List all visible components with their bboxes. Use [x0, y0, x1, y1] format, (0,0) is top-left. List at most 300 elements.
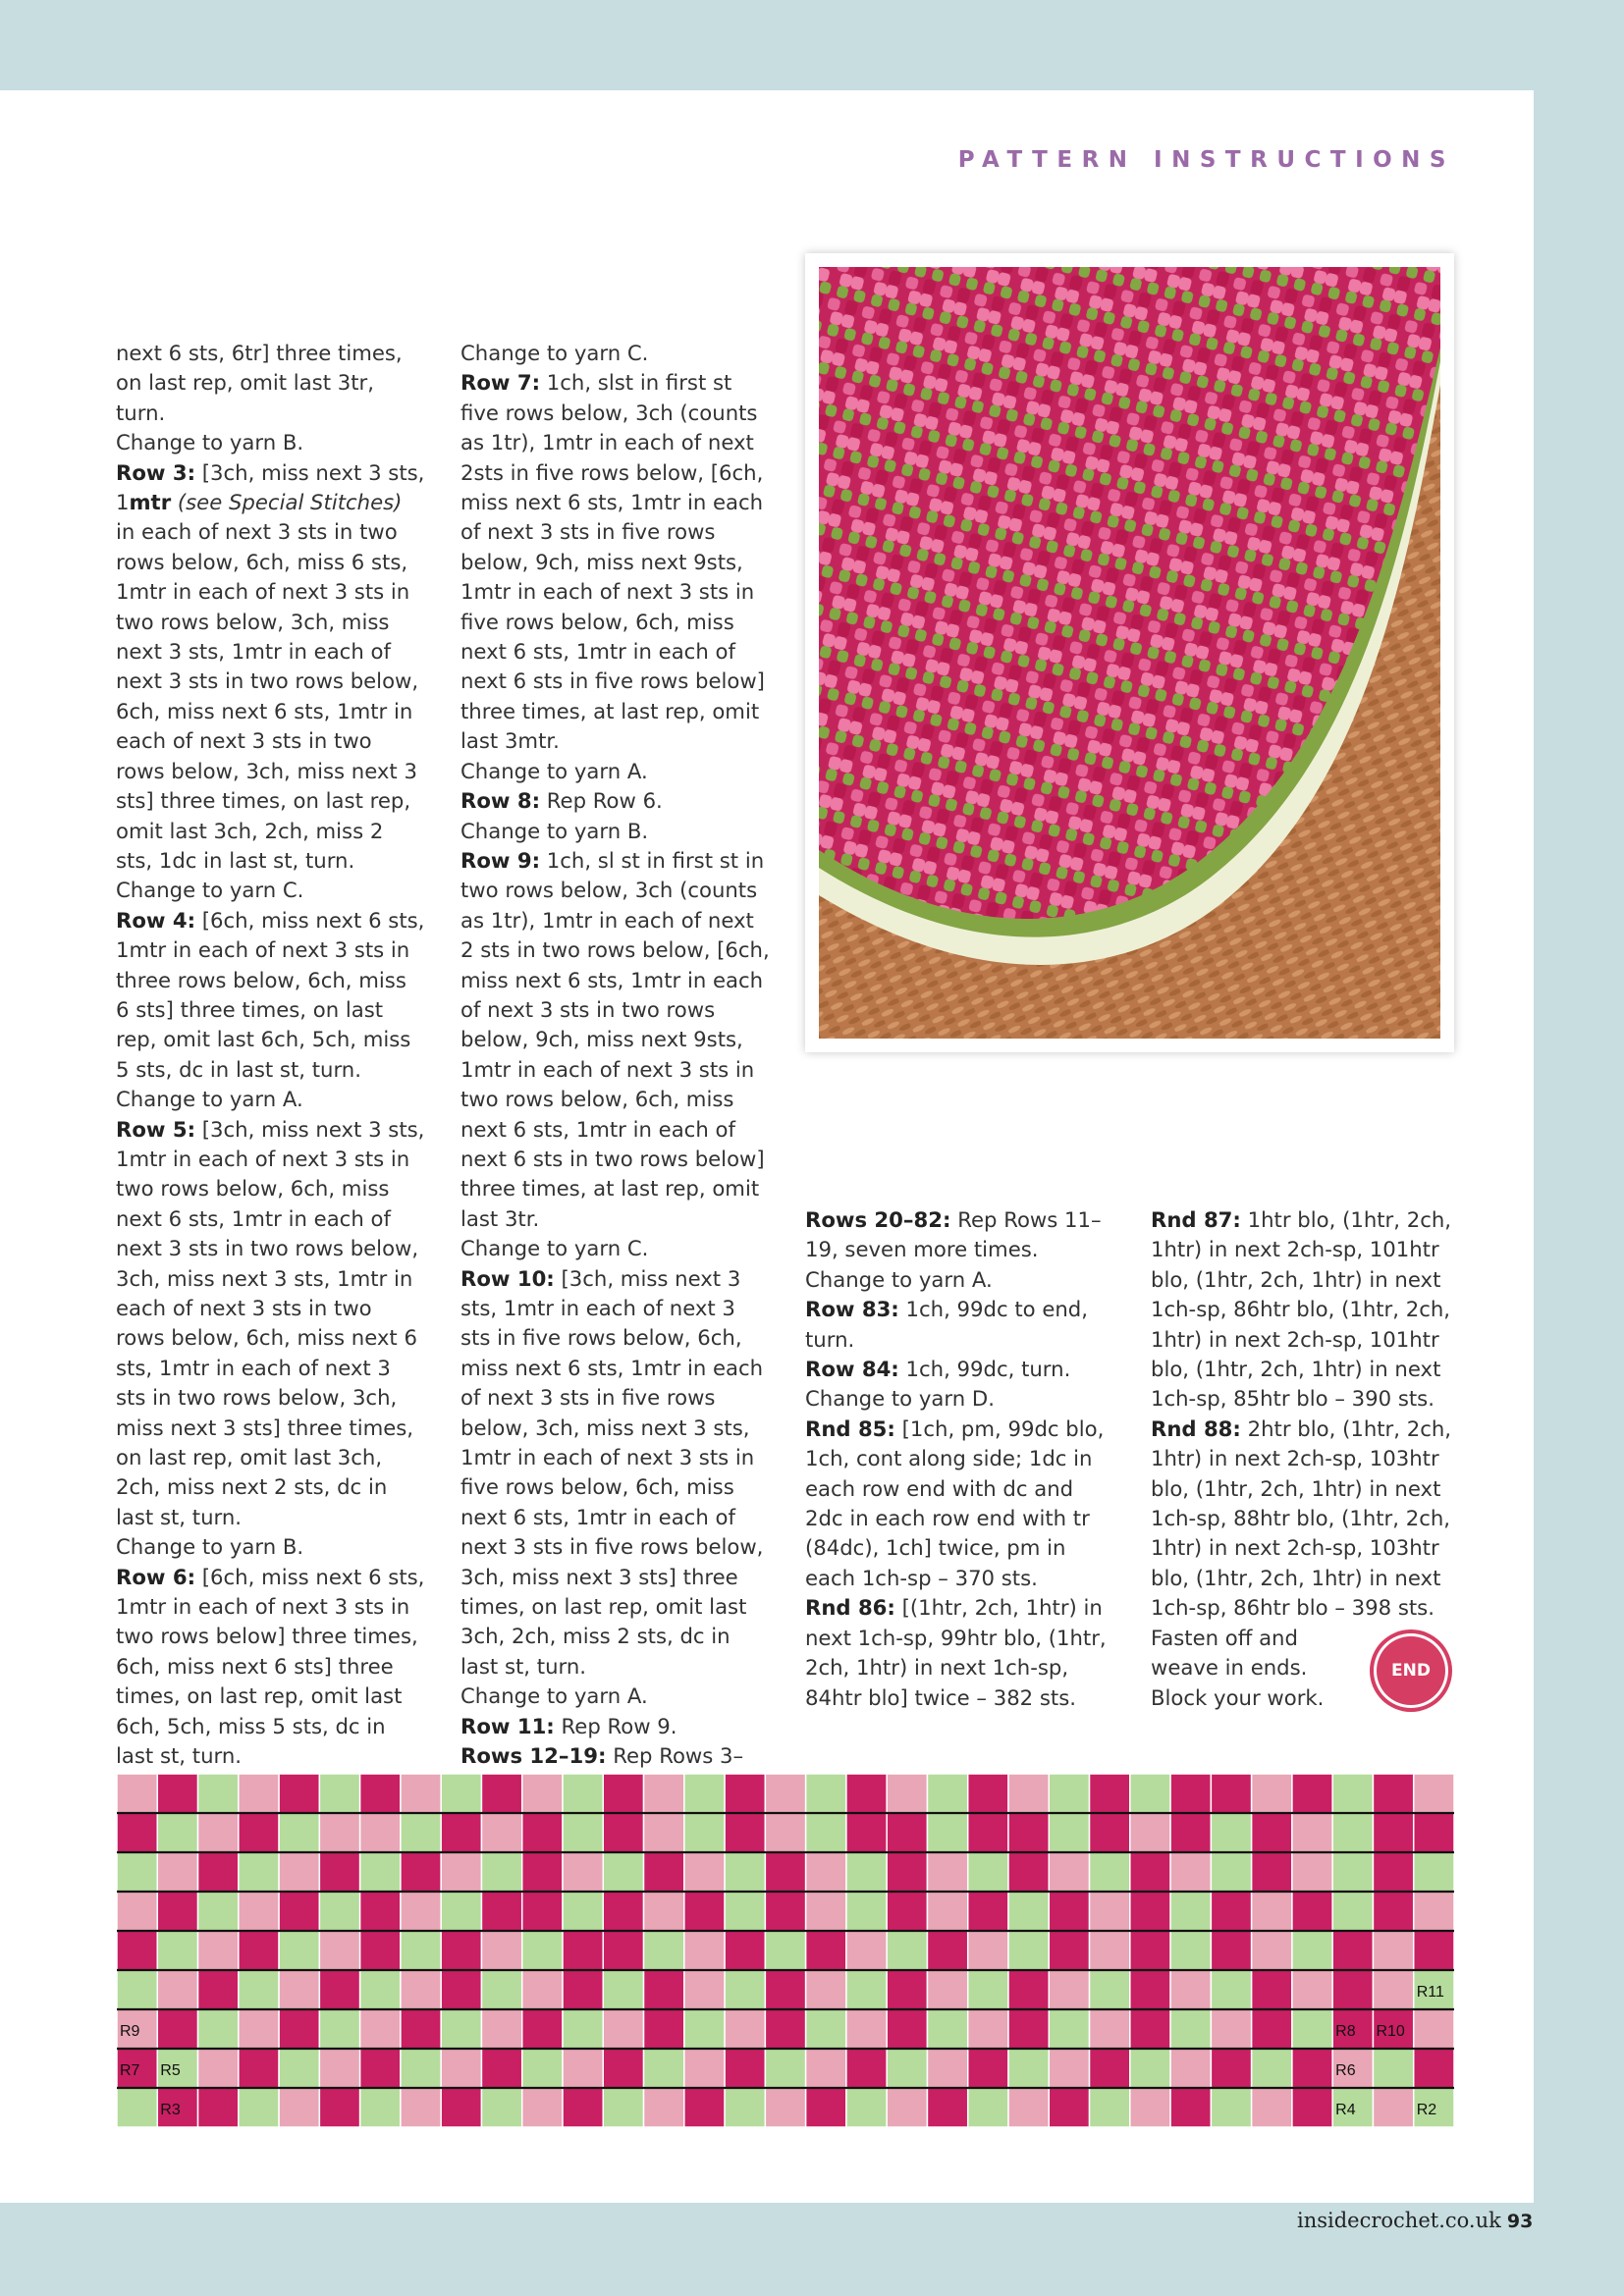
- chart-cell: [522, 1970, 563, 2009]
- chart-cell: [1373, 1931, 1413, 1970]
- row-3-instruction: [116, 458, 425, 877]
- chart-cell: [968, 1852, 1008, 1892]
- row-label: Row 6:: [116, 1564, 196, 1589]
- chart-cell: [968, 2049, 1008, 2088]
- chart-cell: [198, 1970, 239, 2009]
- end-badge: END: [1374, 1633, 1448, 1708]
- chart-cell: [603, 2009, 643, 2049]
- chart-cell: [968, 1774, 1008, 1813]
- chart-cell: [1130, 1852, 1170, 1892]
- chart-cell: [360, 2049, 401, 2088]
- text: Rep Rows 11–19, seven more times.: [805, 1207, 1102, 1262]
- chart-row-label: R11: [1416, 1984, 1444, 2002]
- chart-cell: [117, 1774, 157, 1813]
- chart-cell: [1170, 1774, 1211, 1813]
- chart-cell: [360, 2009, 401, 2049]
- chart-cell: [603, 2049, 643, 2088]
- chart-cell: [1252, 2009, 1292, 2049]
- chart-cell: [481, 2049, 521, 2088]
- chart-cell: [1130, 1931, 1170, 1970]
- chart-cell: [968, 2009, 1008, 2049]
- chart-cell: [441, 2009, 481, 2049]
- chart-cell: [522, 1852, 563, 1892]
- chart-cell: [887, 1892, 927, 1931]
- chart-cell: [765, 1813, 805, 1852]
- chart-cell: [806, 2049, 846, 2088]
- chart-cell: [846, 2049, 887, 2088]
- chart-cell: [725, 1852, 765, 1892]
- row-84-instruction: [805, 1355, 1114, 1384]
- chart-cell: [1292, 2088, 1332, 2127]
- row-label: Row 3:: [116, 459, 196, 485]
- chart-cell: [765, 1852, 805, 1892]
- text: Change to yarn A.: [116, 1087, 303, 1112]
- chart-cell: [644, 2049, 684, 2088]
- chart-cell: [157, 1892, 197, 1931]
- chart-cell: [563, 2009, 603, 2049]
- chart-cell: [603, 1931, 643, 1970]
- row-6-instruction: [116, 1563, 425, 1772]
- chart-cell: [684, 1813, 725, 1852]
- chart-cell: [644, 1852, 684, 1892]
- chart-cell: [1414, 2049, 1454, 2088]
- chart-cell: [806, 1892, 846, 1931]
- chart-cell: [846, 1852, 887, 1892]
- chart-cell: [927, 1892, 967, 1931]
- chart-cell: [765, 2049, 805, 2088]
- chart-cell: [198, 2009, 239, 2049]
- chart-cell: [725, 2049, 765, 2088]
- chart-cell: [1292, 1774, 1332, 1813]
- chart-cell: [968, 1970, 1008, 2009]
- chart-cell: [1292, 1931, 1332, 1970]
- chart-cell: [1414, 1774, 1454, 1813]
- row-label: Rnd 85:: [805, 1415, 895, 1441]
- chart-cell: [401, 1970, 441, 2009]
- chart-cell: [319, 1774, 359, 1813]
- chart-cell: [1292, 1892, 1332, 1931]
- text: 1ch, 99dc to end, turn.: [805, 1297, 1088, 1352]
- chart-cell: [1130, 1813, 1170, 1852]
- text: [(1htr, 2ch, 1htr) in next 1ch-sp, 99htr blo, (1htr, 2ch, 1htr) in next 1ch-sp, 84htr blo] twice – 382 sts.: [805, 1595, 1107, 1710]
- chart-cell: [522, 2049, 563, 2088]
- chart-cell: [684, 2009, 725, 2049]
- row-label: Rows 12–19:: [460, 1743, 607, 1769]
- chart-cell: [1332, 1852, 1373, 1892]
- chart-cell: [1373, 1852, 1413, 1892]
- chart-cell: [441, 1852, 481, 1892]
- chart-cell: [1170, 1970, 1211, 2009]
- text: in each of next 3 sts in two rows below, 6ch, miss 6 sts, 1mtr in each of next 3 sts in two rows below, 3ch, miss next 3 sts, 1mtr in each of next 3 sts in two rows below, 6ch, miss next 6 sts, 1mtr in each of next 3 sts in two rows below, 3ch, miss next 3 sts] three times, on last rep, omit last 3ch, 2ch, miss 2 sts, 1dc in last st, turn.: [116, 519, 419, 873]
- chart-cell: [1211, 1852, 1251, 1892]
- chart-row-label: R5: [160, 2062, 181, 2080]
- chart-cell: [927, 1931, 967, 1970]
- chart-cell: [1211, 1774, 1251, 1813]
- chart-cell: [481, 1931, 521, 1970]
- chart-cell: [684, 1931, 725, 1970]
- chart-cell: [1049, 1852, 1089, 1892]
- chart-cell: [846, 2009, 887, 2049]
- chart-cell: [968, 2088, 1008, 2127]
- chart-cell: [644, 1970, 684, 2009]
- chart-cell: [563, 2049, 603, 2088]
- chart-cell: [1373, 1813, 1413, 1852]
- chart-cell: [481, 2088, 521, 2127]
- chart-cell: [522, 1892, 563, 1931]
- chart-cell: [441, 1813, 481, 1852]
- chart-cell: [198, 1931, 239, 1970]
- chart-cell: [1414, 1852, 1454, 1892]
- chart-cell: [603, 1813, 643, 1852]
- chart-cell: [441, 2049, 481, 2088]
- chart-cell: [239, 1931, 279, 1970]
- chart-cell: [239, 1852, 279, 1892]
- chart-row-label: R2: [1416, 2102, 1437, 2119]
- text: 1htr blo, (1htr, 2ch, 1htr) in next 2ch-sp, 101htr blo, (1htr, 2ch, 1htr) in next 1ch-sp, 86htr blo, (1htr, 2ch, 1htr) in next 2ch-sp, 101htr blo, (1htr, 2ch, 1htr) in next 1ch-sp, 85htr blo – 390 sts.: [1151, 1207, 1452, 1412]
- chart-cell: [1373, 1774, 1413, 1813]
- chart-cell: [927, 1774, 967, 1813]
- text: Change to yarn A.: [805, 1266, 993, 1292]
- chart-cell: [1414, 1931, 1454, 1970]
- chart-cell: [887, 2049, 927, 2088]
- chart-cell: [1211, 1931, 1251, 1970]
- chart-cell: [927, 1852, 967, 1892]
- text: [1ch, pm, 99dc blo, 1ch, cont along side; 1dc in each row end with dc and 2dc in each row end with tr (84dc), 1ch] twice, pm in each 1ch-sp – 370 sts.: [805, 1415, 1105, 1590]
- chart-cell: [603, 1852, 643, 1892]
- text: Change to yarn C.: [116, 878, 304, 903]
- chart-cell: [684, 1970, 725, 2009]
- chart-cell: [806, 1970, 846, 2009]
- chart-cell: [279, 1774, 319, 1813]
- text: 1ch, sl st in first st in two rows below, 3ch (counts as 1tr), 1mtr in each of next 2 sts in two rows below, [6ch, miss next 6 sts, 1mtr in each of next 3 sts in two rows below, 9ch, miss next 9sts, 1mtr in each of next 3 sts in two rows below, 6ch, miss next 6 sts, 1mtr in each of next 6 sts in two rows below] three times, at last rep, omit last 3tr.: [460, 847, 770, 1231]
- chart-cell: [360, 1852, 401, 1892]
- row-label: Rows 20–82:: [805, 1207, 951, 1232]
- chart-cell: [806, 2009, 846, 2049]
- chart-cell: [1211, 1892, 1251, 1931]
- instructions-column-2: [460, 339, 770, 1801]
- chart-cell: [279, 1931, 319, 1970]
- blanket-illustration: [819, 267, 1440, 1039]
- chart-cell: [1049, 1774, 1089, 1813]
- stitch-note: (see Special Stitches): [171, 490, 403, 515]
- chart-cell: [1008, 1774, 1049, 1813]
- row-label: Rnd 87:: [1151, 1207, 1241, 1232]
- chart-cell: [117, 2088, 157, 2127]
- text: Rep Row 9.: [554, 1713, 677, 1738]
- chart-cell: [1090, 1813, 1130, 1852]
- row-10-instruction: [460, 1264, 770, 1682]
- chart-cell: [765, 1931, 805, 1970]
- chart-cell: [1090, 1852, 1130, 1892]
- chart-cell: [1049, 2088, 1089, 2127]
- chart-cell: [927, 2049, 967, 2088]
- row-9-instruction: [460, 846, 770, 1234]
- stitch-term: mtr: [129, 490, 172, 515]
- text: Change to yarn D.: [805, 1386, 995, 1412]
- row-label: Row 9:: [460, 847, 541, 873]
- chart-cell: [1373, 2088, 1413, 2127]
- row-83-instruction: [805, 1295, 1114, 1355]
- chart-cell: [239, 1813, 279, 1852]
- chart-cell: [1373, 1892, 1413, 1931]
- text: Change to yarn B.: [116, 430, 304, 455]
- chart-cell: [1049, 1970, 1089, 2009]
- chart-cell: [563, 1852, 603, 1892]
- chart-cell: [644, 2088, 684, 2127]
- chart-cell: [522, 2009, 563, 2049]
- chart-cell: [1090, 1931, 1130, 1970]
- chart-cell: [401, 2049, 441, 2088]
- chart-cell: [441, 1774, 481, 1813]
- chart-cell: [603, 2088, 643, 2127]
- text: 1ch, slst in first st five rows below, 3ch (counts as 1tr), 1mtr in each of next 2sts in five rows below, [6ch, miss next 6 sts, 1mtr in each of next 3 sts in five rows below, 9ch, miss next 9sts, 1mtr in each of next 3 sts in five rows below, 6ch, miss next 6 sts, 1mtr in each of next 6 sts in five rows below] three times, at last rep, omit last 3mtr.: [460, 370, 765, 754]
- text: Change to yarn B.: [460, 818, 649, 843]
- chart-cell: [1090, 1970, 1130, 2009]
- chart-cell: [1252, 1892, 1292, 1931]
- text: [3ch, miss next 3 sts, 1: [116, 459, 425, 515]
- chart-cell: [725, 1813, 765, 1852]
- chart-cell: [644, 1774, 684, 1813]
- chart-cell: [279, 2009, 319, 2049]
- chart-cell: [644, 2009, 684, 2049]
- chart-cell: [279, 2049, 319, 2088]
- chart-cell: [522, 1774, 563, 1813]
- chart-cell: [401, 1892, 441, 1931]
- chart-cell: [157, 2009, 197, 2049]
- chart-cell: [1090, 1774, 1130, 1813]
- chart-cell: [1292, 2009, 1332, 2049]
- chart-cell: [401, 1931, 441, 1970]
- blanket-photo: [819, 267, 1440, 1039]
- chart-cell: [239, 2009, 279, 2049]
- chart-cell: [319, 1813, 359, 1852]
- chart-cell: [927, 2009, 967, 2049]
- chart-cell: [1414, 1813, 1454, 1852]
- chart-cell: [401, 1813, 441, 1852]
- chart-cell: [401, 1852, 441, 1892]
- chart-cell: [1008, 1931, 1049, 1970]
- row-5-instruction: [116, 1115, 425, 1533]
- chart-cell: [765, 2009, 805, 2049]
- row-11-instruction: [460, 1712, 770, 1741]
- chart-cell: [1332, 1813, 1373, 1852]
- text: [6ch, miss next 6 sts, 1mtr in each of next 3 sts in three rows below, 6ch, miss 6 sts] three times, on last rep, omit last 6ch, 5ch, miss 5 sts, dc in last st, turn.: [116, 907, 425, 1082]
- chart-cell: [927, 1813, 967, 1852]
- chart-cell: [1008, 1813, 1049, 1852]
- chart-cell: [401, 1774, 441, 1813]
- chart-cell: [563, 1931, 603, 1970]
- rnd-88-instruction: [1151, 1415, 1457, 1624]
- chart-cell: [1211, 1970, 1251, 2009]
- chart-cell: [401, 2009, 441, 2049]
- chart-cell: [644, 1931, 684, 1970]
- chart-cell: [887, 2009, 927, 2049]
- chart-cell: [846, 2088, 887, 2127]
- blanket-photo-frame: [805, 253, 1454, 1052]
- chart-cell: [117, 1892, 157, 1931]
- chart-row-label: R10: [1376, 2023, 1405, 2041]
- chart-cell: [846, 1813, 887, 1852]
- chart-cell: [887, 1852, 927, 1892]
- chart-cell: [279, 1892, 319, 1931]
- chart-cell: [157, 1774, 197, 1813]
- chart-cell: [117, 1852, 157, 1892]
- chart-cell: [441, 1931, 481, 1970]
- rows-20-82-instruction: [805, 1205, 1114, 1265]
- chart-cell: [441, 1892, 481, 1931]
- chart-cell: [1090, 2049, 1130, 2088]
- row-label: Row 10:: [460, 1265, 555, 1291]
- rnd-85-instruction: [805, 1415, 1114, 1593]
- chart-cell: [887, 1813, 927, 1852]
- row-label: Row 8:: [460, 788, 541, 814]
- text: Rep Rows 3–: [613, 1743, 744, 1769]
- chart-cell: [481, 1852, 521, 1892]
- chart-cell: [279, 2088, 319, 2127]
- chart-cell: [1090, 2088, 1130, 2127]
- row-label: Row 7:: [460, 370, 541, 396]
- chart-row-label: R4: [1335, 2102, 1356, 2119]
- text: Change to yarn C.: [460, 1236, 649, 1261]
- chart-cell: [522, 1813, 563, 1852]
- chart-cell: [1170, 2088, 1211, 2127]
- chart-cell: [765, 1774, 805, 1813]
- instructions-column-3: [805, 1205, 1114, 1713]
- chart-cell: [522, 2088, 563, 2127]
- chart-cell: [806, 1813, 846, 1852]
- chart-cell: [1332, 1970, 1373, 2009]
- chart-cell: [1008, 1852, 1049, 1892]
- chart-cell: [1373, 1970, 1413, 2009]
- chart-cell: [644, 1892, 684, 1931]
- chart-cell: [319, 2088, 359, 2127]
- chart-cell: [725, 1892, 765, 1931]
- chart-cell: [725, 1970, 765, 2009]
- chart-cell: [1130, 2009, 1170, 2049]
- chart-cell: [198, 1852, 239, 1892]
- chart-cell: [157, 1852, 197, 1892]
- text: Change to yarn A.: [460, 758, 648, 783]
- chart-cell: [806, 1774, 846, 1813]
- chart-cell: [563, 1970, 603, 2009]
- chart-cell: [1170, 1813, 1211, 1852]
- chart-cell: [441, 2088, 481, 2127]
- chart-cell: [725, 2009, 765, 2049]
- chart-cell: [117, 1931, 157, 1970]
- row-label: Row 5:: [116, 1116, 196, 1142]
- chart-cell: [360, 1970, 401, 2009]
- chart-cell: [198, 2049, 239, 2088]
- chart-cell: [887, 1931, 927, 1970]
- chart-cell: [603, 1774, 643, 1813]
- chart-cell: [968, 1931, 1008, 1970]
- chart-cell: [1414, 1892, 1454, 1931]
- chart-cell: [887, 2088, 927, 2127]
- chart-row-label: R6: [1335, 2062, 1356, 2080]
- text: Change to yarn B.: [116, 1534, 304, 1560]
- chart-cell: [968, 1813, 1008, 1852]
- chart-cell: [684, 1774, 725, 1813]
- chart-cell: [1049, 1931, 1089, 1970]
- chart-cell: [927, 1970, 967, 2009]
- chart-cell: [279, 1813, 319, 1852]
- row-label: Row 83:: [805, 1297, 899, 1322]
- text: Rep Row 6.: [540, 788, 663, 814]
- chart-cell: [725, 2088, 765, 2127]
- chart-cell: [1170, 1931, 1211, 1970]
- text: [3ch, miss next 3 sts, 1mtr in each of next 3 sts in five rows below, 6ch, miss next 6 sts, 1mtr in each of next 3 sts in five rows below, 3ch, miss next 3 sts, 1mtr in each of next 3 sts in five rows below, 6ch, miss next 6 sts, 1mtr in each of next 3 sts in five rows below, 3ch, miss next 3 sts] three times, on last rep, omit last 3ch, 2ch, miss 2 sts, dc in last st, turn.: [460, 1265, 764, 1679]
- chart-cell: [1170, 1852, 1211, 1892]
- chart-cell: [157, 1970, 197, 2009]
- chart-row-label: R9: [120, 2023, 140, 2041]
- chart-cell: [319, 2049, 359, 2088]
- chart-cell: [1332, 1774, 1373, 1813]
- text: [6ch, miss next 6 sts, 1mtr in each of next 3 sts in two rows below] three times, 6ch, miss next 6 sts] three times, on last rep, omit last 6ch, 5ch, miss 5 sts, dc in last st, turn.: [116, 1564, 425, 1769]
- chart-cell: [806, 1852, 846, 1892]
- chart-cell: [1332, 1931, 1373, 1970]
- chart-cell: [1130, 2088, 1170, 2127]
- chart-cell: [401, 2088, 441, 2127]
- chart-cell: [684, 2088, 725, 2127]
- chart-cell: [1252, 1970, 1292, 2009]
- chart-cell: [441, 1970, 481, 2009]
- text: weave in ends.: [1151, 1655, 1308, 1681]
- text: 2htr blo, (1htr, 2ch, 1htr) in next 2ch-sp, 103htr blo, (1htr, 2ch, 1htr) in next 1ch-sp, 88htr blo, (1htr, 2ch, 1htr) in next 2ch-sp, 103htr blo, (1htr, 2ch, 1htr) in next 1ch-sp, 86htr blo – 398 sts.: [1151, 1415, 1452, 1621]
- chart-cell: [1130, 1892, 1170, 1931]
- chart-cell: [157, 1931, 197, 1970]
- row-8-instruction: [460, 786, 770, 816]
- chart-cell: [279, 1852, 319, 1892]
- chart-cell: [481, 1892, 521, 1931]
- chart-cell: [1252, 2049, 1292, 2088]
- chart-cell: [927, 2088, 967, 2127]
- chart-cell: [319, 1931, 359, 1970]
- chart-cell: [117, 1813, 157, 1852]
- chart-cell: [1130, 1970, 1170, 2009]
- row-7-instruction: [460, 368, 770, 756]
- chart-cell: [481, 2009, 521, 2049]
- chart-cell: [563, 1774, 603, 1813]
- chart-cell: [239, 2088, 279, 2127]
- chart-cell: [1008, 2049, 1049, 2088]
- chart-cell: [1130, 2049, 1170, 2088]
- chart-cell: [1130, 1774, 1170, 1813]
- chart-cell: [319, 1852, 359, 1892]
- chart-row-label: R3: [160, 2102, 181, 2119]
- chart-cell: [1008, 1970, 1049, 2009]
- chart-cell: [1170, 2009, 1211, 2049]
- chart-cell: [279, 1970, 319, 2009]
- chart-cell: [765, 2088, 805, 2127]
- chart-cell: [684, 1892, 725, 1931]
- chart-cell: [239, 1892, 279, 1931]
- chart-cell: [360, 2088, 401, 2127]
- chart-cell: [1252, 1774, 1292, 1813]
- chart-cell: [522, 1931, 563, 1970]
- chart-cell: [765, 1892, 805, 1931]
- chart-cell: [1008, 1892, 1049, 1931]
- chart-cell: [198, 2088, 239, 2127]
- footer: [1297, 2209, 1533, 2232]
- row-label: Rnd 86:: [805, 1595, 895, 1621]
- chart-cell: [481, 1970, 521, 2009]
- chart-cell: [157, 1813, 197, 1852]
- chart-cell: [846, 1774, 887, 1813]
- row-label: Row 11:: [460, 1713, 555, 1738]
- text: next 6 sts, 6tr] three times, on last rep, omit last 3tr, turn.: [116, 341, 403, 425]
- row-label: Row 84:: [805, 1357, 899, 1382]
- chart-cell: [684, 2049, 725, 2088]
